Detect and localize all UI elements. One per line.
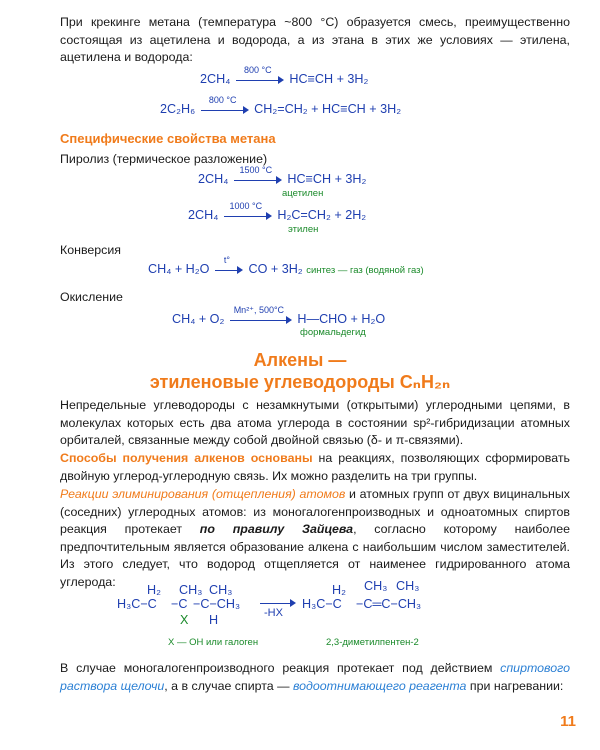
equation-5: CH₄ + H₂O t° CO + 3H₂ синтез — газ (водяной газ) [148,254,424,276]
x-note: X — OH или галоген [168,637,259,648]
eq2-right: CH₂=CH₂ + HC≡CH + 3H₂ [254,102,402,116]
intro-paragraph: При крекинге метана (температура ~800 °С) образуется смесь, преимущественно состоящая из ацетилена и водорода, а из этана в этих же условиях — этилена, ацетилена и водорода: [60,15,570,64]
alkenes-definition: Непредельные углеводороды с незамкнутыми (открытыми) углеродными цепями, в молекулах которых есть два атома углерода в состоянии sp²-гибридизации атомных орбиталей, связанные между собой двойной связью (δ- и π-связями). [60,398,570,447]
equation-6: CH₄ + O₂ Mn²⁺, 500°C H—CHO + H₂O [172,304,386,326]
arrow-icon: Mn²⁺, 500°C [230,315,292,325]
zaitsev-rule: по правилу Зайцева [199,522,354,536]
equation-4: 2CH₄ 1000 °C H₂C=CH₂ + 2H₂ [188,200,367,222]
eq1-left: 2CH₄ [200,72,231,86]
product-name: 2,3-диметилпентен-2 [326,637,419,648]
reactant-structure: H₃C−C H₂ −C CH₃ −C−CH₃ CH₃ X H [117,583,241,627]
final-paragraph: В случае моногалогенпроизводного реакция протекает под действием спиртового раствора щелочи, а в случае спирта — водоотнимающего реагента при нагревании: [60,661,570,693]
elimination-paragraph: Реакции элиминирования (отщепления) атомов и атомных групп от двух вицинальных (соседних) углеродных атомов: из моногалогенпроизводных и одноатомных спиртов реакция протекает по правилу Зайцева, согласно которому наиболее предпочтительным является образование алкена с наибольшим числом заместителей. Из этого следует, что водород отщепляется от наименее гидрированного атома углерода: [60,487,570,589]
equation-1 [200,64,369,86]
equation-2 [160,94,402,116]
eq4-name: этилен [288,224,319,235]
eq1-right: HC≡CH + 3H₂ [289,72,369,86]
methods-lead: Способы получения алкенов основаны [60,451,313,465]
methods-paragraph [60,450,570,485]
page-number: 11 [560,713,576,730]
arrow-icon: 1000 °C [224,211,272,221]
arrow-icon: 800 °C [201,105,249,115]
arrow-icon: t° [215,265,243,275]
arrow-icon: 1500 °C [234,175,282,185]
eq5-note: синтез — газ (водяной газ) [306,265,424,276]
dehydrating-reagent-term: водоотнимающего реагента [292,678,467,693]
alcohol-alkali-term: спиртового раствора щелочи [60,661,570,693]
conversion-label: Конверсия [60,243,122,257]
eq6-name: формальдегид [300,327,366,338]
reagent: -HX [264,607,283,619]
pyrolysis-label: Пиролиз (термическое разложение) [60,152,268,166]
alkenes-title-1: Алкены — [253,350,347,370]
eq3-name: ацетилен [282,188,324,199]
methane-heading: Специфические свойства метана [60,131,276,146]
elimination-arrow [258,595,298,619]
oxidation-label: Окисление [60,290,123,304]
methods-text: на реакциях, позволяющих сформировать двойную углерод-углеродную связь. Их можно разделить на три группы. [60,451,570,483]
product-structure: H₃C−C H₂ −C═C−CH₃ CH₃ CH₃ [302,579,422,611]
arrow-icon: 800 °C [236,75,284,85]
elim-lead: Реакции элиминирования (отщепления) атомов [60,487,346,501]
alkenes-title-2: этиленовые углеводороды CₙH₂ₙ [149,372,451,392]
equation-3: 2CH₄ 1500 °C HC≡CH + 3H₂ [198,164,367,186]
eq2-left: 2C₂H₆ [160,102,196,116]
